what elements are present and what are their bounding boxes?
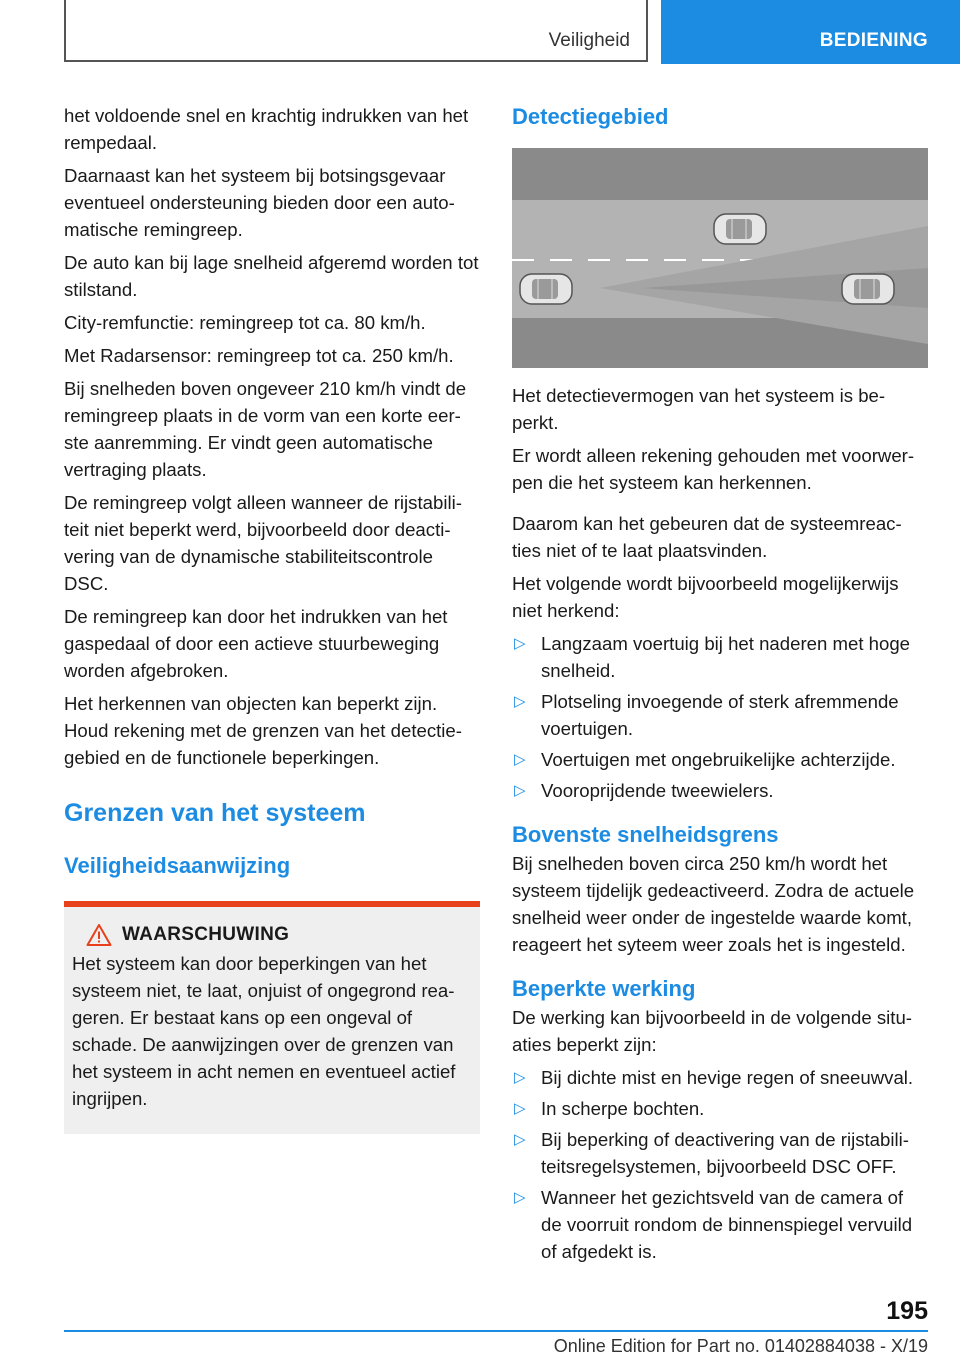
section-heading: Grenzen van het systeem — [64, 799, 366, 827]
paragraph: Het detectievermogen van het systeem is be‐perkt. — [512, 385, 886, 433]
warning-title-row — [72, 921, 472, 948]
list-item: ▷ Bij dichte mist en hevige regen of sneeuwval. — [512, 1064, 928, 1091]
speed-limit-heading: Bovenste snelheidsgrens — [512, 822, 779, 847]
paragraph: Er wordt alleen rekening gehouden met voorwer‐pen die het systeem kan herkennen. — [512, 445, 915, 493]
list-item: ▷ Wanneer het gezichtsveld van de camera of de voorruit rondom de binnenspiegel vervuild of afgedekt is. — [512, 1184, 928, 1265]
bullet-arrow-icon: ▷ — [514, 693, 526, 710]
bullet-arrow-icon: ▷ — [514, 1131, 526, 1148]
list-item: ▷ Voertuigen met ongebruikelijke achterzijde. — [512, 746, 928, 773]
list-item: ▷ In scherpe bochten. — [512, 1095, 928, 1122]
header-chapter-label: BEDIENING — [819, 30, 928, 51]
footer-divider — [64, 1330, 928, 1332]
paragraph: Het volgende wordt bijvoorbeeld mogelijkerwijs niet herkend: — [512, 573, 899, 621]
bullet-arrow-icon: ▷ — [514, 782, 526, 799]
paragraph: De auto kan bij lage snelheid afgeremd worden tot stilstand. — [64, 252, 479, 300]
bullet-arrow-icon: ▷ — [514, 1189, 526, 1206]
paragraph: De remingreep volgt alleen wanneer de rijstabili‐teit niet beperkt werd, bijvoorbeeld door deacti‐vering van de dynamische stabiliteitscontrole DSC. — [64, 492, 462, 594]
paragraph: De remingreep kan door het indrukken van het gaspedaal of door een actieve stuurbeweging worden afgebroken. — [64, 606, 448, 681]
detection-area-heading: Detectiegebied — [512, 104, 669, 129]
paragraph: Met Radarsensor: remingreep tot ca. 250 km/h. — [64, 345, 454, 366]
footer-edition-text: Online Edition for Part no. 01402884038 - X/19 — [553, 1336, 928, 1356]
not-detected-list — [512, 630, 928, 804]
paragraph: De werking kan bijvoorbeeld in de volgende situ‐aties beperkt zijn: — [512, 1007, 913, 1055]
paragraph: Bij snelheden boven ongeveer 210 km/h vindt de remingreep plaats in de vorm van een korte eer‐ste aanremming. Er vindt geen automatische vertraging plaats. — [64, 378, 467, 480]
header-section-title: Veiligheid — [548, 30, 630, 51]
car-icon-left — [520, 274, 572, 304]
car-icon-right — [842, 274, 894, 304]
list-item: ▷ Bij beperking of deactivering van de rijstabili‐teitsregelsystemen, bijvoorbeeld DSC OFF. — [512, 1126, 928, 1180]
paragraph: het voldoende snel en krachtig indrukken van het rempedaal. — [64, 105, 469, 153]
bullet-arrow-icon: ▷ — [514, 635, 526, 652]
paragraph: Daarnaast kan het systeem bij botsingsgevaar eventueel ondersteuning bieden door een auto‐matische remingreep. — [64, 165, 455, 240]
right-column — [512, 102, 928, 1271]
list-item: ▷ Vooroprijdende tweewielers. — [512, 777, 928, 804]
header-section-box — [64, 0, 648, 62]
paragraph: Daarom kan het gebeuren dat de systeemreac‐ties niet of te laat plaatsvinden. — [512, 513, 902, 561]
warning-box — [64, 901, 480, 1134]
bullet-arrow-icon: ▷ — [514, 1100, 526, 1117]
header-chapter-tab[interactable] — [661, 0, 960, 64]
car-icon-top — [714, 214, 766, 244]
detection-area-illustration — [512, 148, 928, 368]
warning-triangle-icon — [86, 923, 112, 947]
list-item: ▷ Plotseling invoegende of sterk afremmende voertuigen. — [512, 688, 928, 742]
list-item: ▷ Langzaam voertuig bij het naderen met hoge snelheid. — [512, 630, 928, 684]
paragraph: Het herkennen van objecten kan beperkt zijn. Houd rekening met de grenzen van het detectie‐gebied en de functionele beperkingen. — [64, 693, 462, 768]
subsection-heading: Veiligheidsaanwijzing — [64, 853, 291, 878]
left-column — [64, 102, 480, 1134]
page-number: 195 — [886, 1297, 928, 1325]
warning-text: Het systeem kan door beperkingen van het systeem niet, te laat, onjuist of ongegrond rea‐geren. Er bestaat kans op een ongeval of schade. De aanwijzingen over de grenzen van het systeem in acht nemen en eventueel actief ingrijpen. — [72, 953, 456, 1109]
paragraph: City-remfunctie: remingreep tot ca. 80 km/h. — [64, 312, 426, 333]
paragraph: Bij snelheden boven circa 250 km/h wordt het systeem tijdelijk gedeactiveerd. Zodra de actuele snelheid weer onder de ingestelde waarde komt, reageert het syteem weer zoals het is ingesteld. — [512, 853, 915, 955]
limited-function-list — [512, 1064, 928, 1265]
warning-title: WAARSCHUWING — [122, 924, 290, 945]
bullet-arrow-icon: ▷ — [514, 751, 526, 768]
bullet-arrow-icon: ▷ — [514, 1069, 526, 1086]
limited-function-heading: Beperkte werking — [512, 976, 696, 1001]
